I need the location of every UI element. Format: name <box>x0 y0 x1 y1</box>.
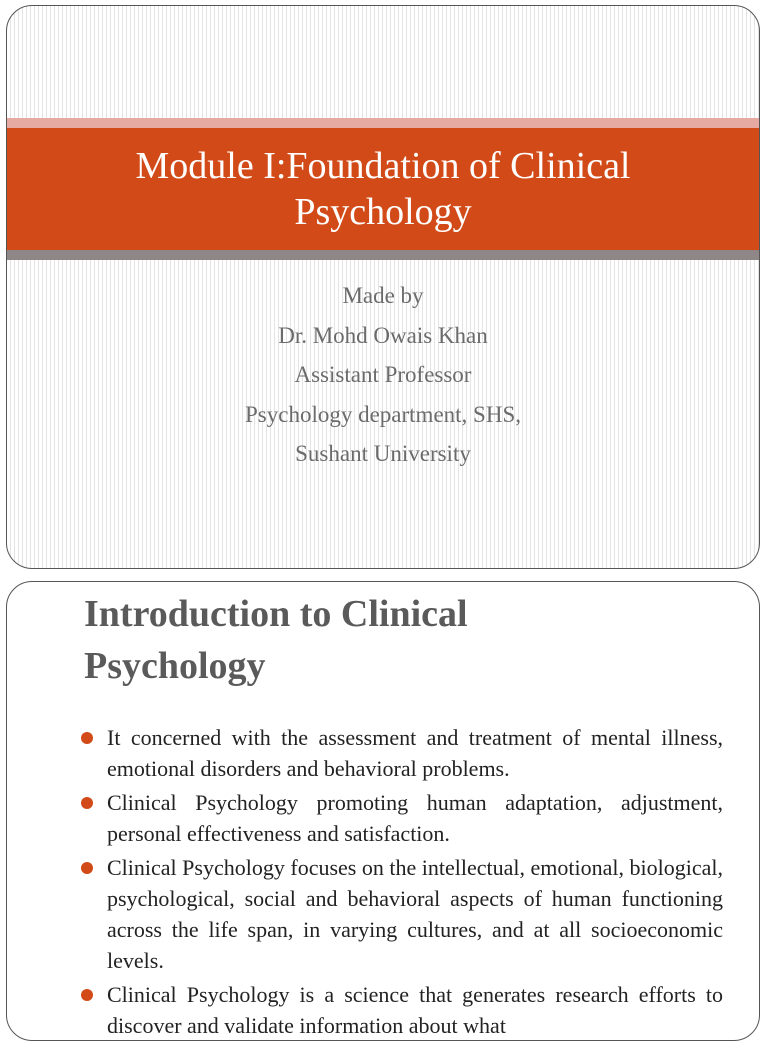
bullet-list <box>81 722 723 1041</box>
slide-title: Module I:Foundation of Clinical Psychology <box>135 145 631 233</box>
bullet-text: Clinical Psychology is a science that generates research efforts to discover and validate information about what <box>107 982 723 1038</box>
list-item <box>81 787 723 849</box>
list-item <box>81 979 723 1041</box>
list-item <box>81 722 723 784</box>
bullet-text: Clinical Psychology focuses on the intellectual, emotional, biological, psychological, social and behavioral aspects of human functioning across the life span, in varying cultures, and at all socioeconomic levels. <box>107 855 723 973</box>
title-band <box>7 128 759 250</box>
subtitle-line: Sushant University <box>295 441 471 466</box>
title-band-bottom <box>7 250 759 260</box>
bullet-icon <box>81 797 93 809</box>
bullet-icon <box>81 862 93 874</box>
subtitle-line: Psychology department, SHS, <box>245 401 521 427</box>
subtitle-line: Dr. Mohd Owais Khan <box>278 322 488 348</box>
title-band-top <box>7 118 759 128</box>
content-slide <box>6 581 760 1041</box>
list-item <box>81 852 723 976</box>
slide-subtitle <box>7 276 759 474</box>
subtitle-line: Made by <box>342 283 424 308</box>
bullet-icon <box>81 732 93 744</box>
bullet-icon <box>81 989 93 1001</box>
subtitle-line: Assistant Professor <box>294 362 472 387</box>
title-slide <box>6 5 760 569</box>
slide-heading: Introduction to Clinical Psychology <box>84 593 468 687</box>
bullet-text: It concerned with the assessment and treatment of mental illness, emotional disorders and behavioral problems. <box>107 725 723 781</box>
bullet-text: Clinical Psychology promoting human adaptation, adjustment, personal effectiveness and satisfaction. <box>107 790 723 846</box>
